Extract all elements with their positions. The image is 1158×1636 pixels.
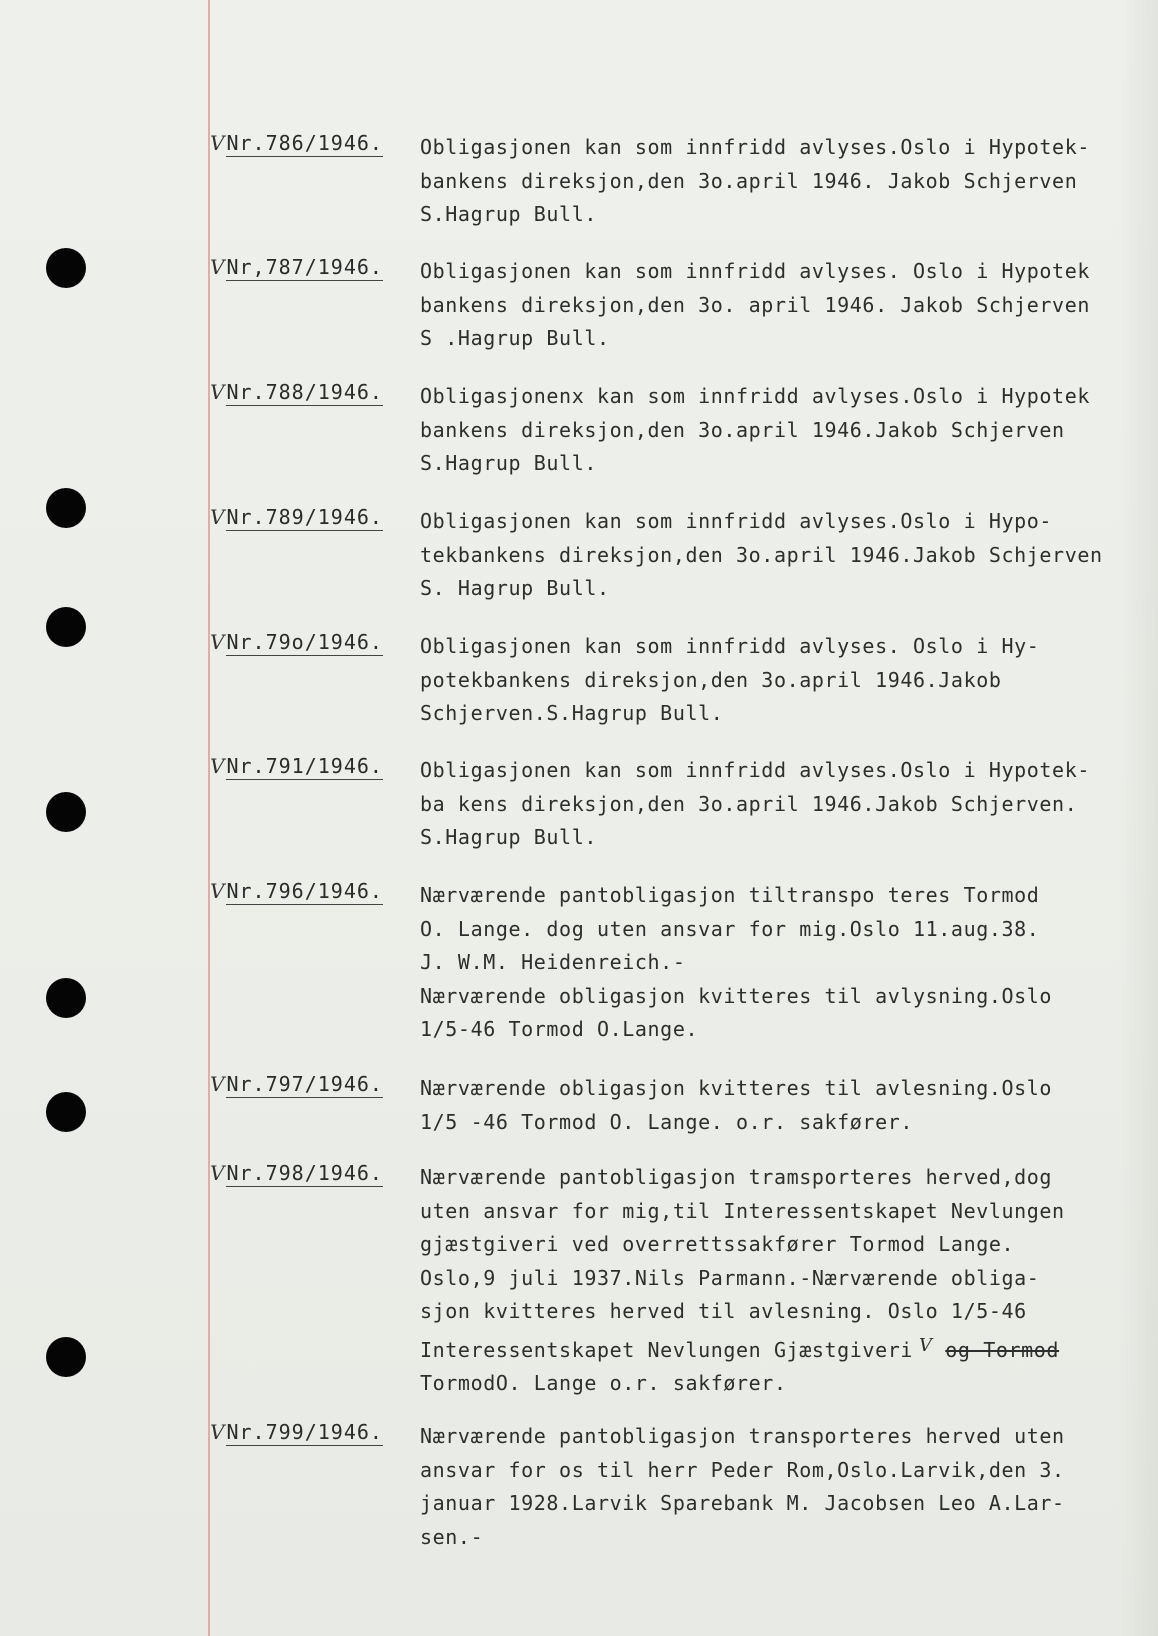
entry-line: Obligasjonen kan som innfridd avlyses.Oslo i Hypotek- bbox=[420, 135, 1090, 159]
entry-line: ba kens direksjon,den 3o.april 1946.Jakob Schjerven. bbox=[420, 791, 1078, 816]
entry-line: tekbankens direksjon,den 3o.april 1946.Jakob Schjerven bbox=[420, 542, 1103, 567]
entry-line: bankens direksjon,den 3o. april 1946. Jakob Schjerven bbox=[420, 292, 1090, 317]
entry-line: januar 1928.Larvik Sparebank M. Jacobsen Leo A.Lar- bbox=[420, 1491, 1065, 1515]
entry-text bbox=[420, 630, 1150, 731]
entry-number bbox=[210, 1161, 395, 1185]
entry-text bbox=[420, 1072, 1150, 1139]
binder-hole-icon bbox=[46, 978, 86, 1018]
entry-line: Obligasjonen kan som innfridd avlyses.Oslo i Hypo- bbox=[420, 509, 1053, 533]
entry-number-text: Nr.796/1946. bbox=[226, 879, 383, 903]
entry-number bbox=[210, 505, 395, 529]
check-mark: V bbox=[210, 1420, 226, 1444]
binder-hole-icon bbox=[46, 607, 86, 647]
check-mark: V bbox=[210, 255, 226, 279]
entry-number-text: Nr.799/1946. bbox=[226, 1420, 383, 1444]
entry-text bbox=[420, 255, 1150, 356]
inserted-mark: V bbox=[919, 1334, 933, 1356]
entry-number-text: Nr.798/1946. bbox=[226, 1161, 383, 1185]
entry-number-text: Nr.79o/1946. bbox=[226, 630, 383, 654]
entry-text bbox=[420, 754, 1150, 855]
check-mark: V bbox=[210, 380, 226, 404]
entry-text bbox=[420, 380, 1150, 481]
entry-text bbox=[420, 131, 1150, 232]
entry-line: bankens direksjon,den 3o.april 1946.Jakob Schjerven bbox=[420, 417, 1065, 442]
check-mark: V bbox=[210, 1072, 226, 1096]
entry-line: Obligasjonen kan som innfridd avlyses.Oslo i Hypotek- bbox=[420, 758, 1090, 782]
entry-line: S .Hagrup Bull. bbox=[420, 326, 610, 350]
entry-line: uten ansvar for mig,til Interessentskapet Nevlungen bbox=[420, 1198, 1065, 1223]
entry-number bbox=[210, 131, 395, 155]
entry-line: Oslo,9 juli 1937.Nils Parmann.-Nærværende obliga- bbox=[420, 1265, 1040, 1290]
check-mark: V bbox=[210, 630, 226, 654]
entry-line-text: Interessentskapet Nevlungen Gjæstgiveri bbox=[420, 1337, 913, 1362]
entry-line: Schjerven.S.Hagrup Bull. bbox=[420, 701, 724, 725]
entry-line: Nærværende obligasjon kvitteres til avlysning.Oslo bbox=[420, 983, 1053, 1008]
check-mark: V bbox=[210, 131, 226, 155]
entry-number-text: Nr.797/1946. bbox=[226, 1072, 383, 1096]
entry-line: Obligasjonen kan som innfridd avlyses. Oslo i Hy- bbox=[420, 634, 1040, 658]
entry-number bbox=[210, 754, 395, 778]
margin-rule bbox=[208, 0, 210, 1636]
entry-line: S.Hagrup Bull. bbox=[420, 451, 597, 475]
entry-number bbox=[210, 380, 395, 404]
entry-line: Nærværende obligasjon kvitteres til avlesning.Oslo bbox=[420, 1076, 1053, 1100]
entry-number-text: Nr.786/1946. bbox=[226, 131, 383, 155]
binder-hole-icon bbox=[46, 488, 86, 528]
entry-number-text: Nr.789/1946. bbox=[226, 505, 383, 529]
entry-line: Nærværende pantobligasjon transporteres herved uten bbox=[420, 1424, 1065, 1448]
entry-number bbox=[210, 1072, 395, 1096]
entry-line: Obligasjonenx kan som innfridd avlyses.Oslo i Hypotek bbox=[420, 384, 1090, 408]
entry-number bbox=[210, 630, 395, 654]
check-mark: V bbox=[210, 754, 226, 778]
entry-number bbox=[210, 255, 395, 279]
binder-hole-icon bbox=[46, 1092, 86, 1132]
entry-line: sen.- bbox=[420, 1524, 484, 1549]
binder-hole-icon bbox=[46, 792, 86, 832]
entry-line: bankens direksjon,den 3o.april 1946. Jakob Schjerven bbox=[420, 168, 1078, 193]
struck-text: og Tormod bbox=[945, 1337, 1060, 1362]
entry-line: Nærværende pantobligasjon tramsporteres herved,dog bbox=[420, 1165, 1053, 1189]
entry-line-with-correction bbox=[420, 1329, 1150, 1368]
entry-line: 1/5-46 Tormod O.Lange. bbox=[420, 1017, 699, 1041]
entry-text bbox=[420, 505, 1150, 606]
entry-number bbox=[210, 879, 395, 903]
check-mark: V bbox=[210, 1161, 226, 1185]
entry-number-text: Nr.791/1946. bbox=[226, 754, 383, 778]
entry-line: O. Lange. dog uten ansvar for mig.Oslo 11.aug.38. bbox=[420, 916, 1040, 941]
entry-line: J. W.M. Heidenreich.- bbox=[420, 950, 686, 974]
entry-line: 1/5 -46 Tormod O. Lange. o.r. sakfører. bbox=[420, 1109, 913, 1134]
entry-line: S.Hagrup Bull. bbox=[420, 825, 597, 849]
binder-hole-icon bbox=[46, 1337, 86, 1377]
entry-line: Obligasjonen kan som innfridd avlyses. Oslo i Hypotek bbox=[420, 259, 1090, 283]
entry-text bbox=[420, 1161, 1150, 1401]
check-mark: V bbox=[210, 505, 226, 529]
entry-text bbox=[420, 879, 1150, 1047]
entry-line: TormodO. Lange o.r. sakfører. bbox=[420, 1371, 787, 1395]
entry-line: S.Hagrup Bull. bbox=[420, 202, 597, 226]
entry-number-text: Nr,787/1946. bbox=[226, 255, 383, 279]
check-mark: V bbox=[210, 879, 226, 903]
entry-number-text: Nr.788/1946. bbox=[226, 380, 383, 404]
entry-line: gjæstgiveri ved overrettssakfører Tormod Lange. bbox=[420, 1232, 1015, 1256]
entry-line: potekbankens direksjon,den 3o.april 1946.Jakob bbox=[420, 667, 1002, 692]
entry-line: sjon kvitteres herved til avlesning. Oslo 1/5-46 bbox=[420, 1299, 1027, 1323]
entry-number bbox=[210, 1420, 395, 1444]
entry-text bbox=[420, 1420, 1150, 1554]
entry-line: ansvar for os til herr Peder Rom,Oslo.Larvik,den 3. bbox=[420, 1457, 1065, 1482]
entry-line: S. Hagrup Bull. bbox=[420, 576, 610, 600]
binder-hole-icon bbox=[46, 248, 86, 288]
entry-line: Nærværende pantobligasjon tiltranspo teres Tormod bbox=[420, 883, 1040, 907]
